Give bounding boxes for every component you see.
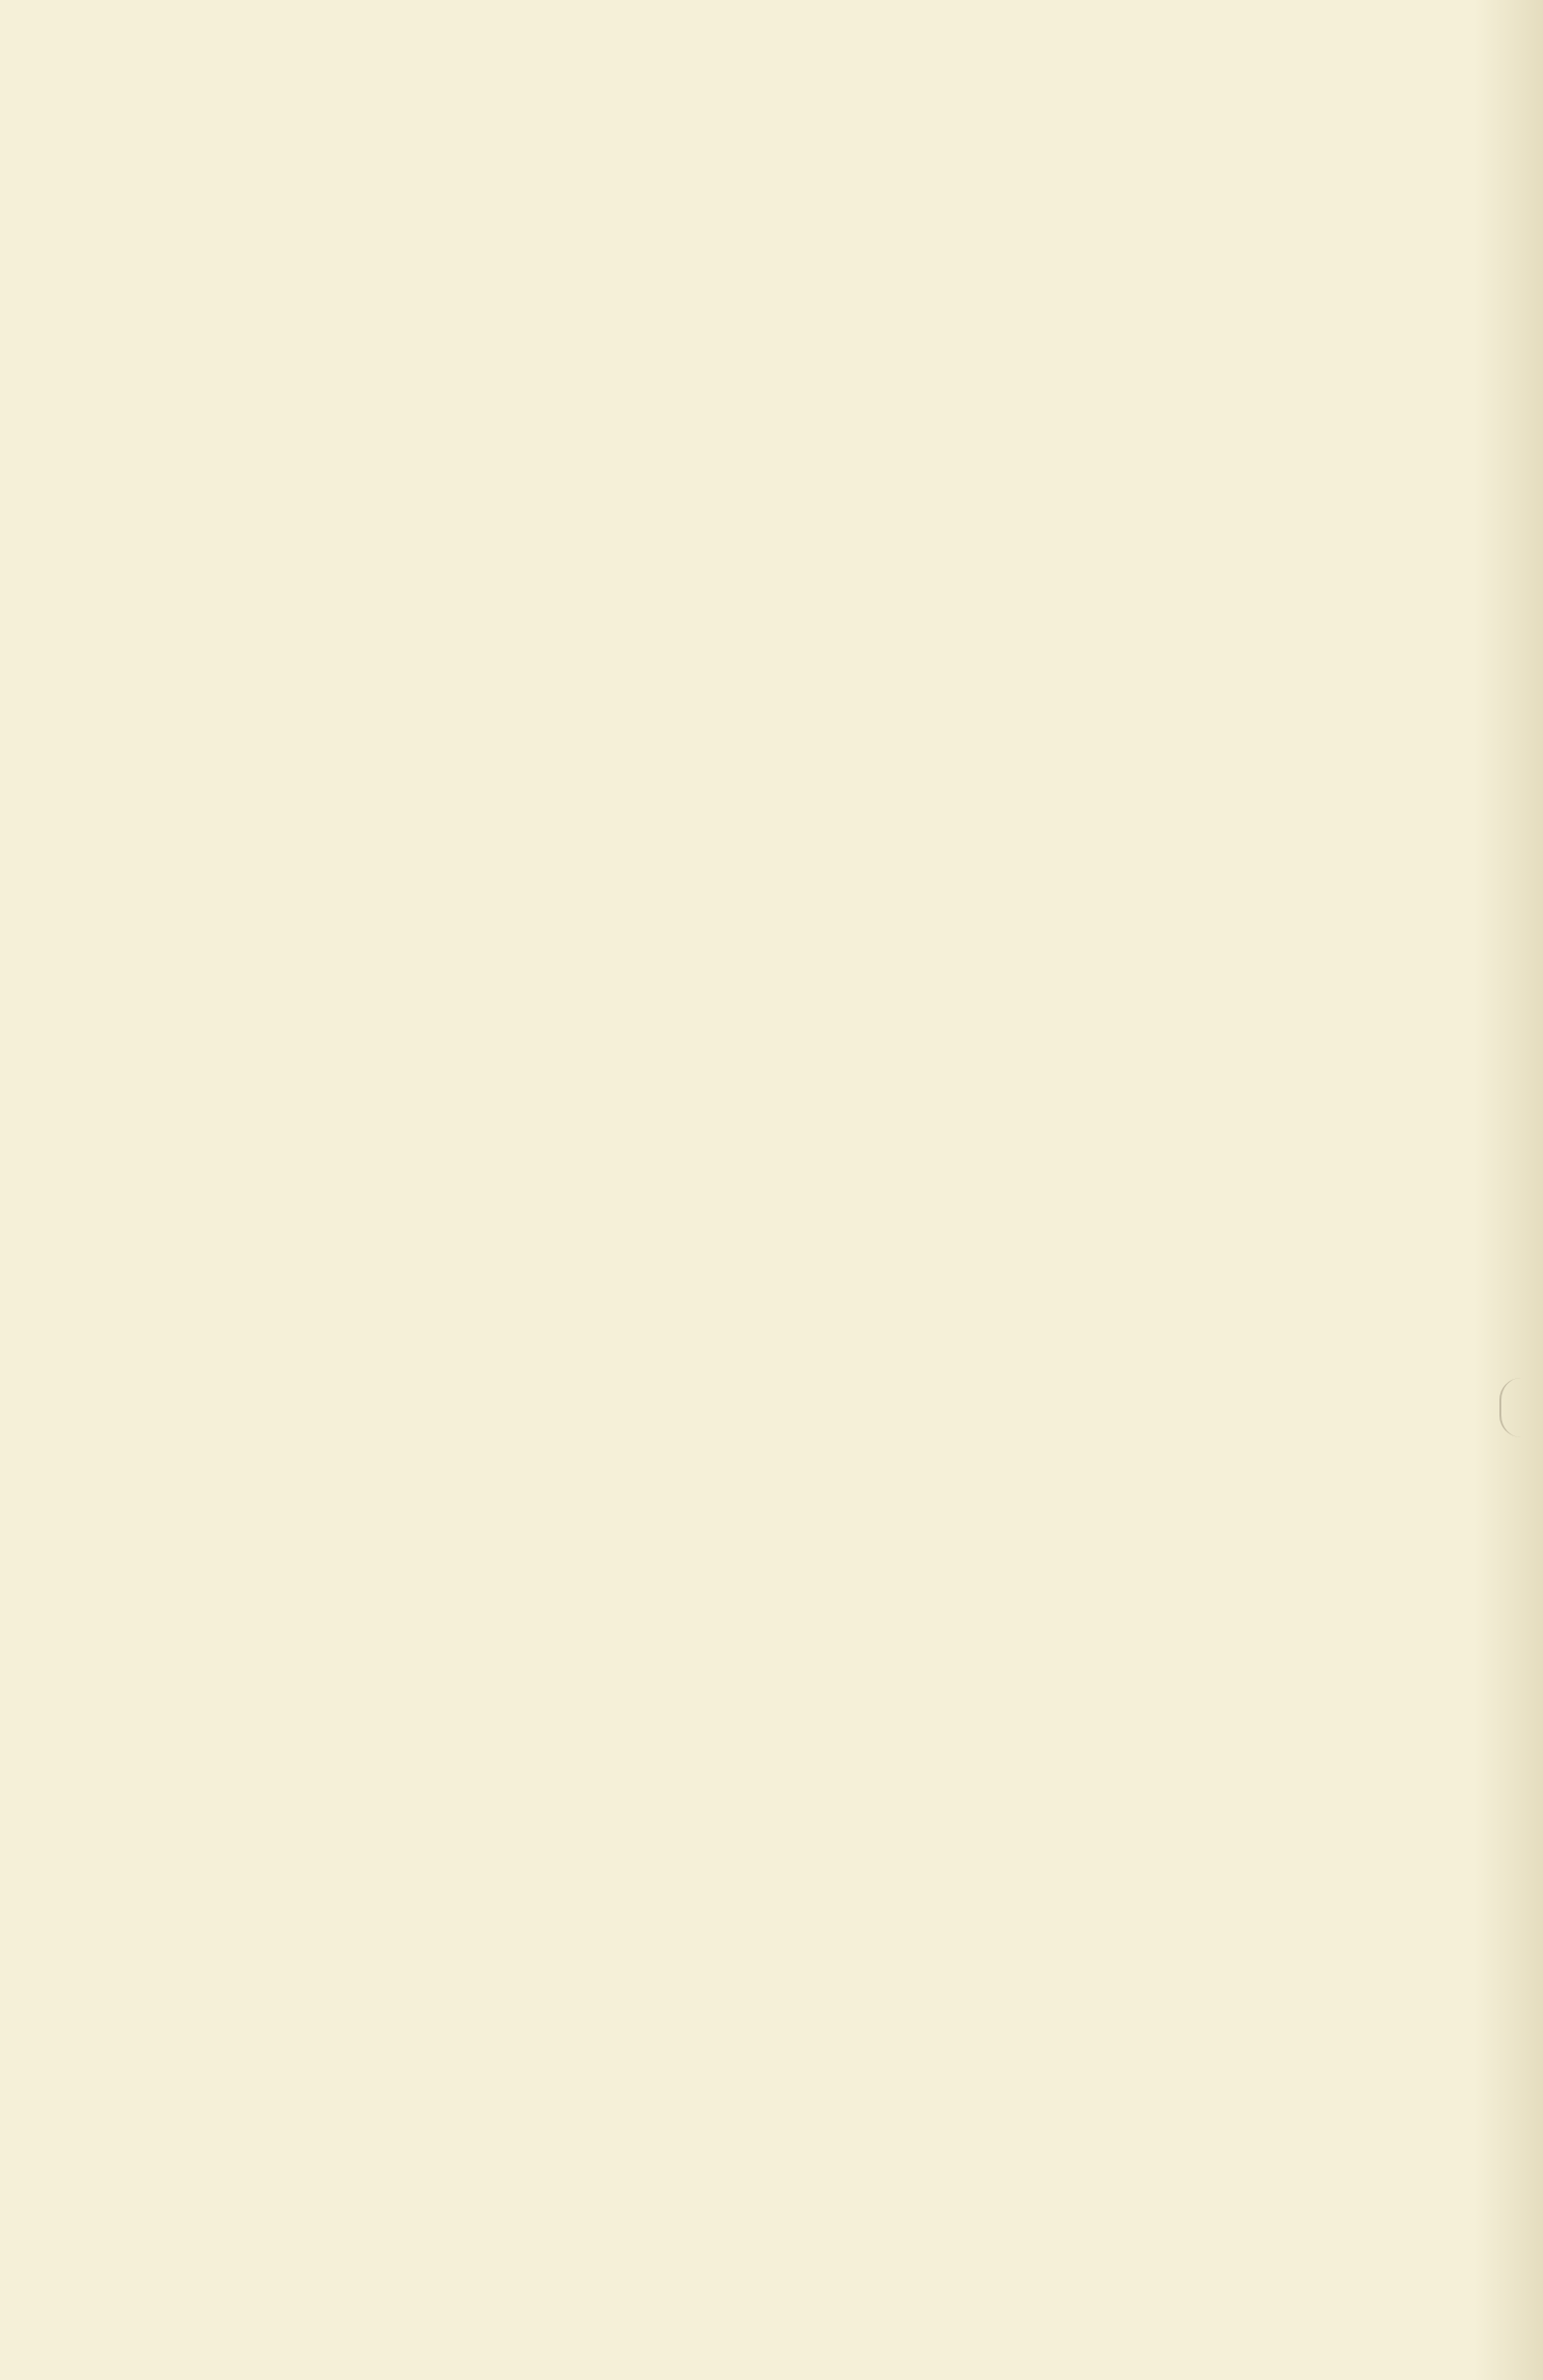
page-gutter-shadow: [1474, 0, 1543, 2380]
running-header: [149, 283, 1090, 352]
decorative-ornament-band: [176, 1003, 1078, 1065]
margin-bracket-mark: [1499, 1378, 1521, 1437]
